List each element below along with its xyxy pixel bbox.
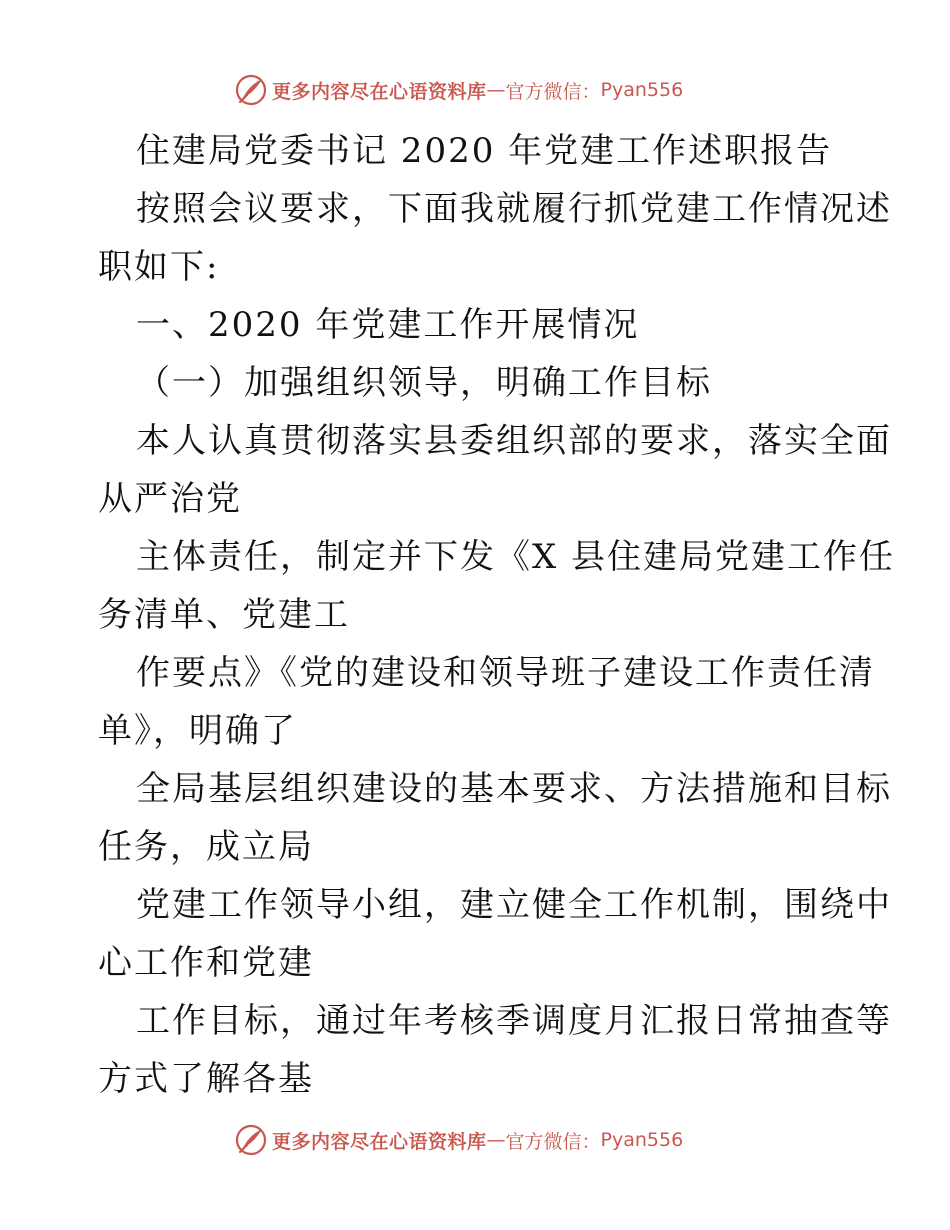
banner-separator: — [486,79,506,101]
footer-watermark-banner [234,1122,683,1158]
paragraph-line: 作要点》《党的建设和领导班子建设工作责任清 [136,653,875,693]
subsection-heading: （一）加强组织领导，明确工作目标 [136,363,712,403]
banner-main-text: 更多内容尽在心语资料库 [272,80,487,103]
banner-wechat-id: Pyan556 [600,1129,684,1151]
paragraph-line: 全局基层组织建设的基本要求、方法措施和目标 [136,769,892,809]
paragraph-line: 务清单、党建工 [98,595,350,635]
paragraph-line: 方式了解各基 [98,1059,314,1099]
banner-separator: — [486,1129,506,1151]
paragraph-line: 党建工作领导小组，建立健全工作机制，围绕中 [136,885,892,925]
banner-wechat-label: 官方微信： [505,80,601,103]
paragraph-line: 单》，明确了 [98,711,297,751]
document-title: 住建局党委书记 2020 年党建工作述职报告 [136,131,833,171]
paragraph-line: 工作目标，通过年考核季调度月汇报日常抽查等 [136,1001,892,1041]
paragraph-line: 按照会议要求，下面我就履行抓党建工作情况述 [136,189,892,229]
banner-main-text: 更多内容尽在心语资料库 [272,1130,487,1153]
banner-wechat-id: Pyan556 [600,79,684,101]
feather-quill-icon [234,1123,268,1157]
paragraph-line: 心工作和党建 [98,943,314,983]
paragraph-line: 职如下: [98,247,220,287]
header-watermark-banner [234,72,683,108]
section-heading: 一、2020 年党建工作开展情况 [136,305,640,345]
paragraph-line: 主体责任，制定并下发《X 县住建局党建工作任 [136,537,896,577]
feather-quill-icon [234,73,268,107]
paragraph-line: 从严治党 [98,479,242,519]
banner-wechat-label: 官方微信： [505,1130,601,1153]
paragraph-line: 任务，成立局 [98,827,314,867]
paragraph-line: 本人认真贯彻落实县委组织部的要求，落实全面 [136,421,892,461]
